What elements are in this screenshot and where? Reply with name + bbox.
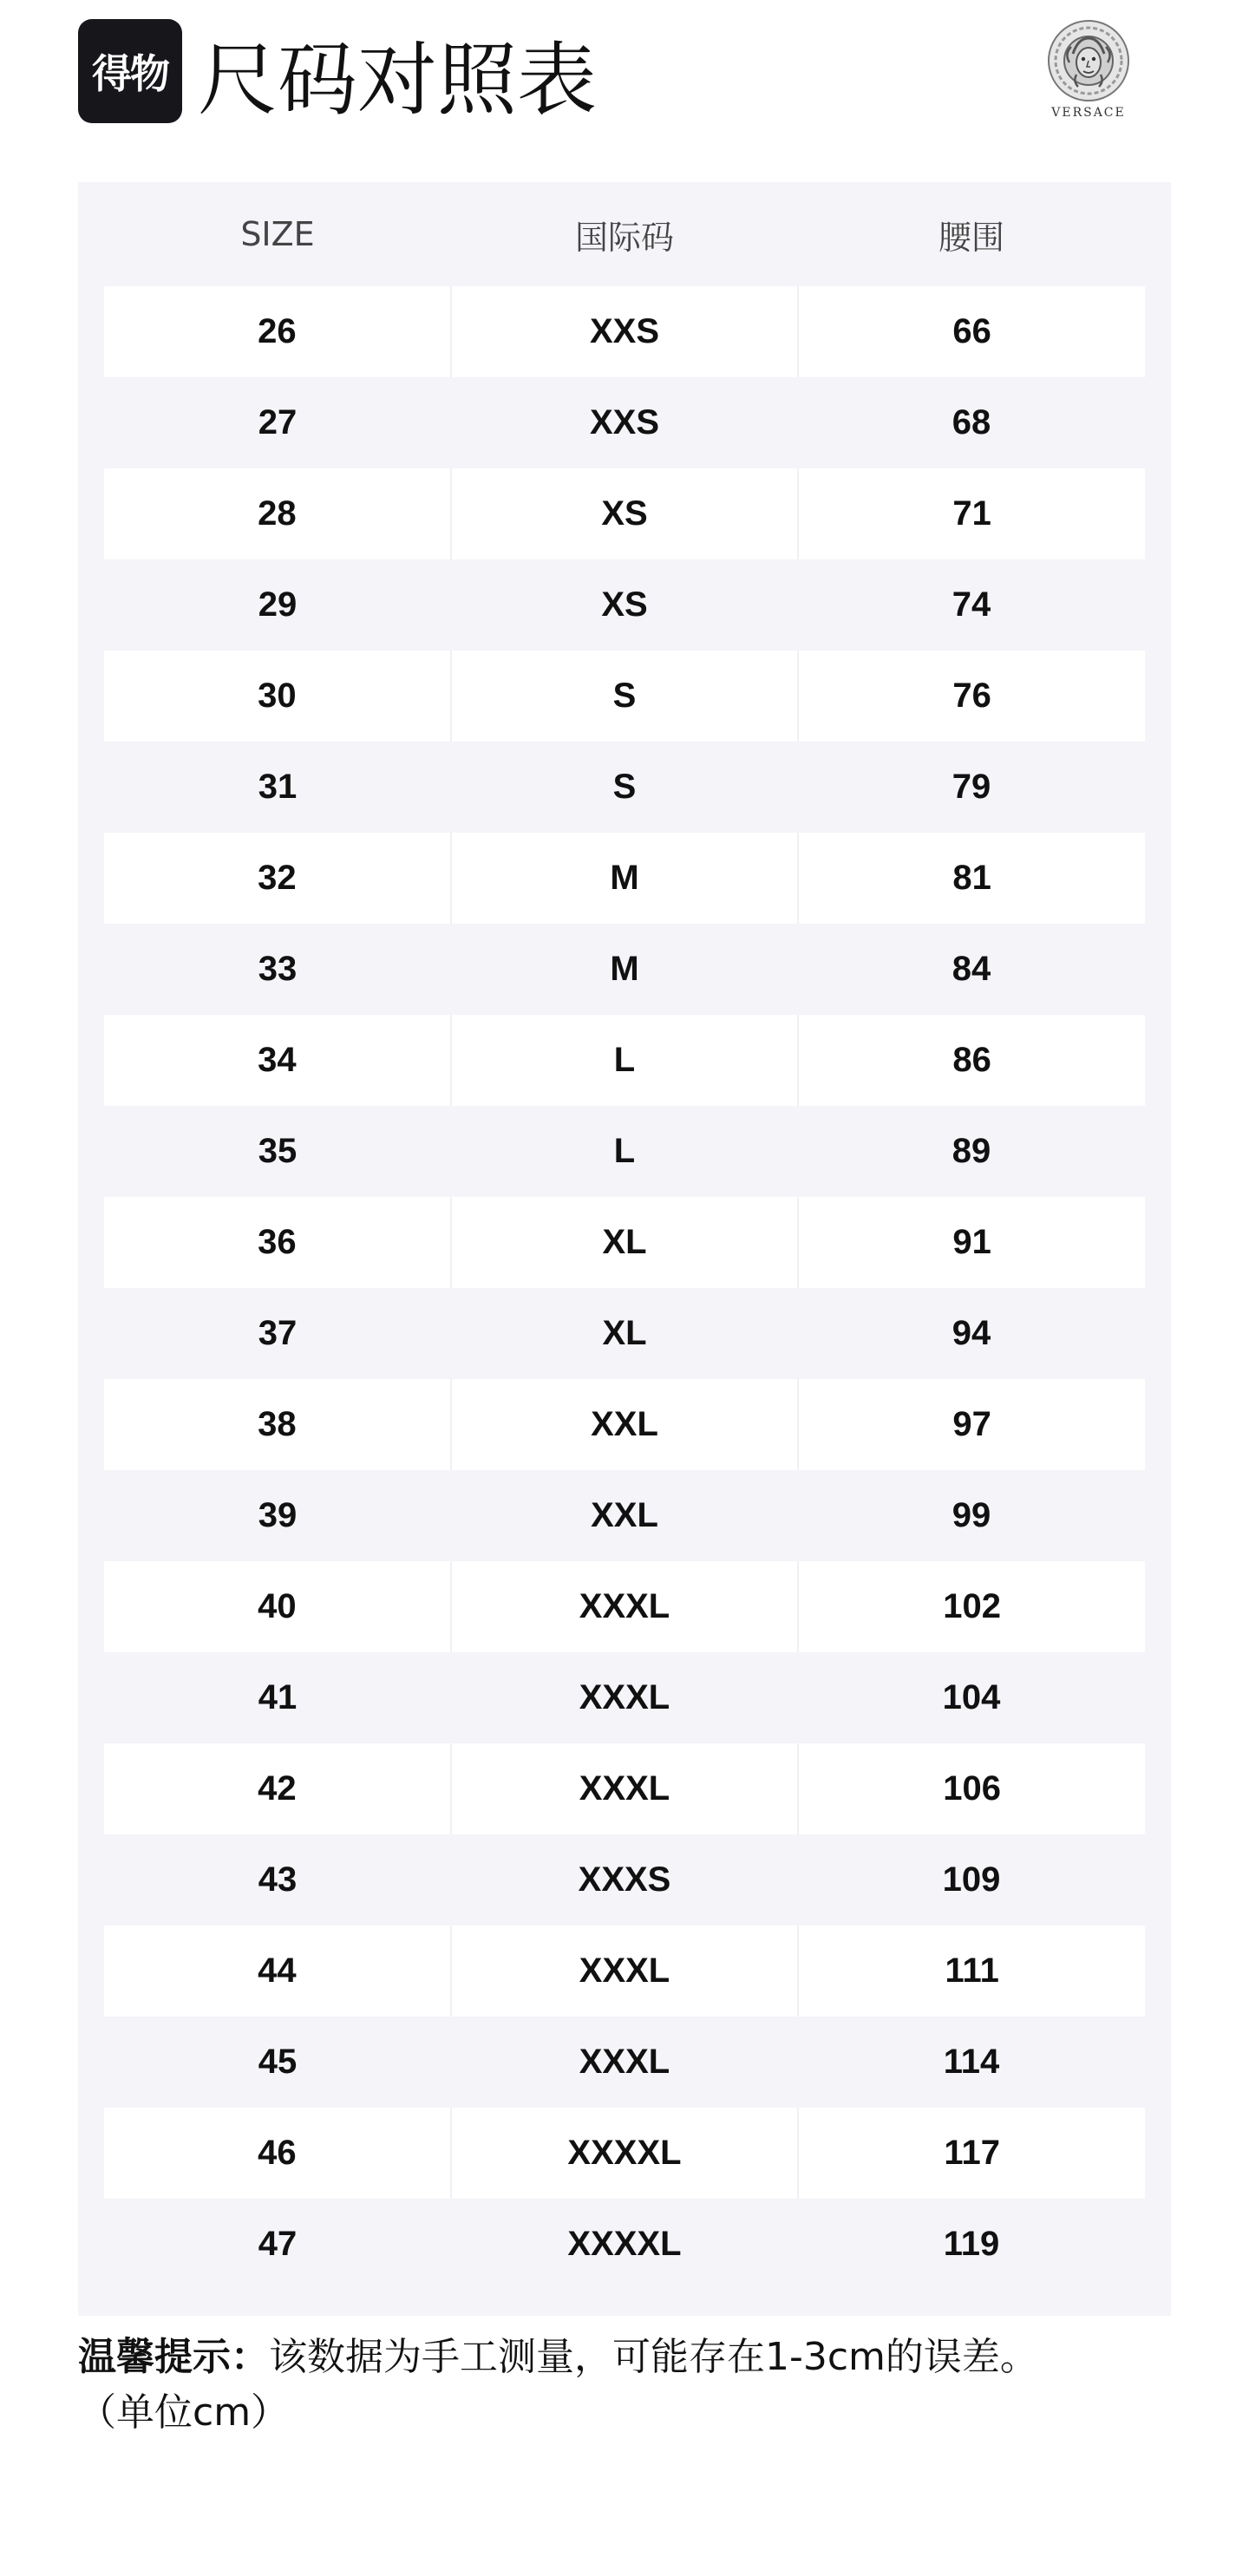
intl-size-cell: XXXXL: [451, 2199, 798, 2290]
size-cell: 38: [104, 1379, 450, 1470]
waist-cell: 79: [798, 742, 1145, 833]
intl-size-cell: M: [450, 833, 798, 924]
size-cell: 39: [104, 1470, 451, 1561]
intl-size-cell: S: [450, 651, 798, 742]
size-cell: 31: [104, 742, 451, 833]
size-cell: 26: [104, 286, 450, 377]
size-cell: 41: [104, 1652, 451, 1743]
app-logo-text: 得物: [92, 50, 168, 97]
table-header: [104, 182, 1145, 286]
intl-size-cell: XXXL: [450, 1925, 798, 2017]
waist-cell: 81: [797, 833, 1145, 924]
waist-cell: 71: [797, 468, 1145, 559]
waist-cell: 114: [798, 2017, 1145, 2108]
intl-size-cell: XS: [451, 559, 798, 651]
size-cell: 40: [104, 1561, 450, 1652]
waist-cell: 104: [798, 1652, 1145, 1743]
table-row: [104, 1106, 1145, 1197]
brand-logo: [1041, 19, 1136, 132]
intl-size-cell: XXXS: [451, 1834, 798, 1925]
size-cell: 32: [104, 833, 450, 924]
tip-note: [78, 2330, 1171, 2441]
size-cell: 43: [104, 1834, 451, 1925]
page-title: 尺码对照表: [198, 34, 598, 127]
table-row: [104, 1743, 1145, 1834]
waist-cell: 84: [798, 924, 1145, 1015]
intl-size-cell: XXXL: [451, 1652, 798, 1743]
waist-cell: 66: [797, 286, 1145, 377]
column-header-intl-size: 国际码: [574, 218, 674, 257]
intl-size-cell: M: [451, 924, 798, 1015]
waist-cell: 99: [798, 1470, 1145, 1561]
table-row: [104, 742, 1145, 833]
table-row: [104, 1834, 1145, 1925]
table-row: [104, 559, 1145, 651]
app-logo: [78, 19, 182, 123]
intl-size-cell: XXL: [451, 1470, 798, 1561]
waist-cell: 76: [797, 651, 1145, 742]
table-row: [104, 2199, 1145, 2290]
size-cell: 27: [104, 377, 451, 468]
table-row: [104, 651, 1145, 742]
size-cell: 45: [104, 2017, 451, 2108]
intl-size-cell: L: [450, 1015, 798, 1106]
intl-size-cell: S: [451, 742, 798, 833]
waist-cell: 89: [798, 1106, 1145, 1197]
table-row: [104, 377, 1145, 468]
size-cell: 33: [104, 924, 451, 1015]
waist-cell: 74: [798, 559, 1145, 651]
size-cell: 47: [104, 2199, 451, 2290]
table-row: [104, 1197, 1145, 1288]
waist-cell: 111: [797, 1925, 1145, 2017]
size-cell: 36: [104, 1197, 450, 1288]
waist-cell: 117: [797, 2108, 1145, 2199]
unit-note: （单位cm）: [78, 2390, 290, 2435]
table-row: [104, 286, 1145, 377]
table-row: [104, 2017, 1145, 2108]
table-row: [104, 833, 1145, 924]
waist-cell: 86: [797, 1015, 1145, 1106]
intl-size-cell: XL: [450, 1197, 798, 1288]
intl-size-cell: XXL: [450, 1379, 798, 1470]
waist-cell: 109: [798, 1834, 1145, 1925]
intl-size-cell: XXXL: [451, 2017, 798, 2108]
table-row: [104, 1379, 1145, 1470]
table-row: [104, 468, 1145, 559]
intl-size-cell: XXXL: [450, 1561, 798, 1652]
waist-cell: 68: [798, 377, 1145, 468]
size-chart-table: [78, 182, 1171, 2316]
size-cell: 34: [104, 1015, 450, 1106]
table-row: [104, 1561, 1145, 1652]
table-row: [104, 924, 1145, 1015]
tip-text: 该数据为手工测量，可能存在1-3cm的误差。: [269, 2335, 1038, 2379]
table-row: [104, 1652, 1145, 1743]
waist-cell: 91: [797, 1197, 1145, 1288]
intl-size-cell: XXS: [451, 377, 798, 468]
waist-cell: 94: [798, 1288, 1145, 1379]
intl-size-cell: L: [451, 1106, 798, 1197]
size-cell: 28: [104, 468, 450, 559]
waist-cell: 119: [798, 2199, 1145, 2290]
size-cell: 42: [104, 1743, 450, 1834]
waist-cell: 102: [797, 1561, 1145, 1652]
header: [78, 19, 1171, 132]
intl-size-cell: XL: [451, 1288, 798, 1379]
size-cell: 37: [104, 1288, 451, 1379]
intl-size-cell: XXXL: [450, 1743, 798, 1834]
tip-label: 温馨提示：: [78, 2335, 269, 2379]
size-cell: 44: [104, 1925, 450, 2017]
size-cell: 30: [104, 651, 450, 742]
size-cell: 35: [104, 1106, 451, 1197]
medusa-icon: [1047, 19, 1130, 102]
waist-cell: 106: [797, 1743, 1145, 1834]
table-row: [104, 1015, 1145, 1106]
table-row: [104, 1288, 1145, 1379]
table-row: [104, 1925, 1145, 2017]
waist-cell: 97: [797, 1379, 1145, 1470]
size-cell: 46: [104, 2108, 450, 2199]
table-body: [104, 286, 1145, 2290]
intl-size-cell: XXS: [450, 286, 798, 377]
brand-name: VERSACE: [1051, 106, 1126, 120]
column-header-waist: 腰围: [938, 218, 1004, 257]
size-cell: 29: [104, 559, 451, 651]
column-header-size: SIZE: [240, 215, 315, 253]
table-row: [104, 2108, 1145, 2199]
intl-size-cell: XXXXL: [450, 2108, 798, 2199]
intl-size-cell: XS: [450, 468, 798, 559]
table-row: [104, 1470, 1145, 1561]
